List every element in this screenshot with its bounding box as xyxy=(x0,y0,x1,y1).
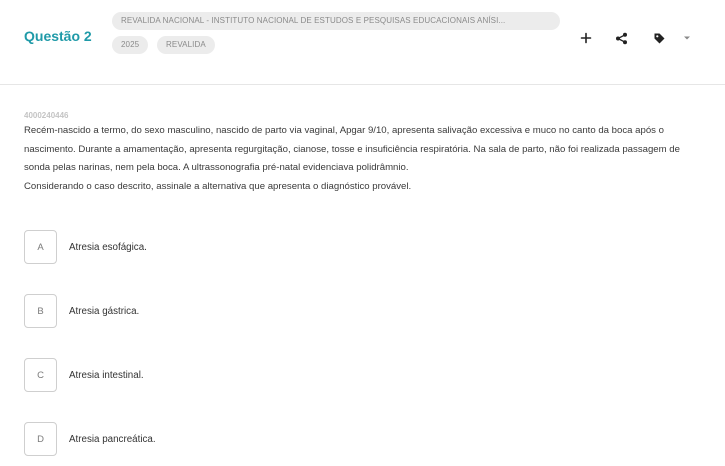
option-letter[interactable]: D xyxy=(24,422,57,456)
option-letter[interactable]: C xyxy=(24,358,57,392)
question-stem xyxy=(24,122,696,196)
source-tag[interactable]: REVALIDA NACIONAL - INSTITUTO NACIONAL DE ESTUDOS E PESQUISAS EDUCACIONAIS ANÍSI... xyxy=(112,12,560,30)
question-title: Questão 2 xyxy=(24,28,92,44)
tag-icon[interactable] xyxy=(650,29,668,47)
option-d[interactable] xyxy=(24,422,684,456)
question-id: 4000240446 xyxy=(24,111,69,120)
stem-prompt: Considerando o caso descrito, assinale a alternativa que apresenta o diagnóstico provável. xyxy=(24,180,412,192)
stem-paragraph: Recém-nascido a termo, do sexo masculino, nascido de parto via vaginal, Apgar 9/10, apresenta salivação excessiva e muco no canto da boca após o nascimento. Durante a amamentação, apresenta regurgitação, cianose, tosse e insuficiência respiratória. Na sala de parto, não foi realizada passagem de sonda pelas narinas, nem pela boca. A ultrassonografia pré-natal evidenciava polidrâmnio. xyxy=(24,125,680,173)
plus-icon[interactable] xyxy=(577,29,595,47)
option-letter[interactable]: A xyxy=(24,230,57,264)
chevron-down-icon[interactable] xyxy=(678,29,696,47)
option-a[interactable] xyxy=(24,230,684,264)
share-icon[interactable] xyxy=(612,29,630,47)
option-c[interactable] xyxy=(24,358,684,392)
option-text[interactable]: Atresia gástrica. xyxy=(69,305,140,317)
option-text[interactable]: Atresia esofágica. xyxy=(69,241,147,253)
option-b[interactable] xyxy=(24,294,684,328)
option-text[interactable]: Atresia pancreática. xyxy=(69,433,156,445)
year-tag[interactable]: 2025 xyxy=(112,36,148,54)
question-header xyxy=(0,0,725,85)
option-letter[interactable]: B xyxy=(24,294,57,328)
option-text[interactable]: Atresia intestinal. xyxy=(69,369,144,381)
exam-tag[interactable]: REVALIDA xyxy=(157,36,215,54)
